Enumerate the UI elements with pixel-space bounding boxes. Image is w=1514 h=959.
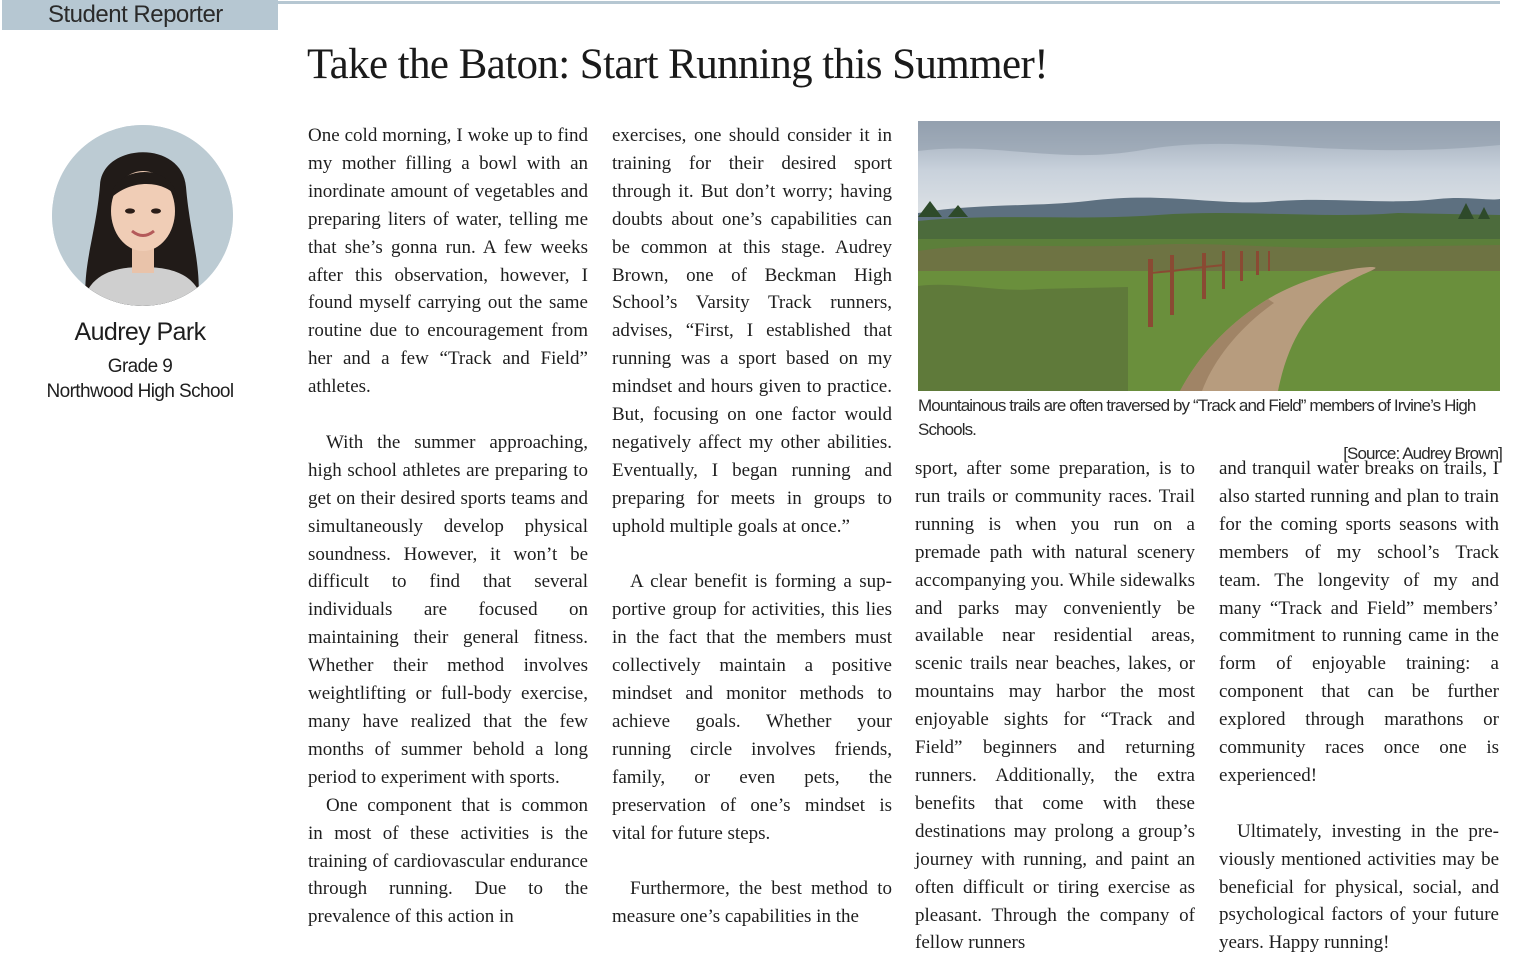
article-headline: Take the Baton: Start Running this Summer! <box>307 41 1048 88</box>
article-column-2 <box>612 122 892 931</box>
paragraph: and tranquil water breaks on trails, I also started running and plan to train for the coming sports seasons with members of my school’s Track team. The longevity of my and many “Track and Field” members’ commitment to running came in the form of enjoyable training: a component that can be further explored through marathons or community races once one is experienced! <box>1219 458 1499 786</box>
paragraph: Furthermore, the best method to measure one’s capabilities in the <box>612 878 892 928</box>
paragraph: A clear benefit is forming a supportive group for activities, this lies in the fact that the members must collectively maintain a positive mindset and monitor methods to achieve goals. Whether your running circle involves friends, family, or even pets, the preservation of one’s mindset is vital for future steps. <box>612 571 892 844</box>
section-rule <box>278 1 1500 4</box>
article-column-1 <box>308 122 588 931</box>
trail-photo <box>918 121 1500 391</box>
article-column-4 <box>1219 455 1499 957</box>
paragraph: Ultimately, investing in the previously mentioned activities may be beneficial for physical, social, and psychological factors of your future years. Happy running! <box>1219 820 1499 954</box>
paragraph: One cold morning, I woke up to find my mother filling a bowl with an inordinate amount of vegetables and preparing liters of water, telling me that she’s gonna run. A few weeks after this observation, however, I found myself carrying out the same routine due to encouragement from her and a few “Track and Field” athletes. <box>308 125 588 398</box>
author-grade: Grade 9 <box>107 356 173 377</box>
paragraph: One component that is common in most of these activities is the training of cardiovascular endurance through running. Due to the prevalence of this action in <box>308 794 588 928</box>
article-column-3 <box>915 455 1195 957</box>
caption-text: Mountainous trails are often traversed by “Track and Field” members of Irvine’s High Schools. <box>918 396 1476 439</box>
author-school: Northwood High School <box>46 381 234 402</box>
author-avatar <box>52 125 233 306</box>
paragraph: sport, after some preparation, is to run trails or community races. Trail running is when you run on a premade path with natural scenery accompanying you. While sidewalks and parks may conveniently be available near residential areas, scenic trails near beaches, lakes, or mountains may harbor the most enjoyable sights for “Track and Field” beginners and returning runners. Additionally, the extra benefits that come with these destinations may prolong a group’s journey with running, and paint an often difficult or tiring exercise as pleasant. Through the company of fellow runners <box>915 458 1195 954</box>
author-name: Audrey Park <box>74 318 206 346</box>
paragraph: With the summer approaching, high school athletes are preparing to get on their desired sports teams and simultaneously develop physical soundness. However, it won’t be difficult to find that several individuals are focused on maintaining their general fitness. Whether their method involves weightlifting or full-body exercise, many have realized that the few months of summer behold a long period to experiment with sports. <box>308 431 588 788</box>
section-label: Student Reporter <box>2 0 278 30</box>
caption-source: [Source: Audrey Brown] <box>1343 444 1502 463</box>
paragraph: exercises, one should consider it in training for their desired sport through it. But don’t worry; having doubts about one’s capabilities can be common at this stage. Audrey Brown, one of Beckman High School’s Varsity Track runners, advises, “First, I established that running was a sport based on my mindset and hours given to practice. But, focusing on one factor would negatively affect my other abilities. Eventually, I began running and preparing for meets in groups to uphold multiple goals at once.” <box>612 125 892 537</box>
